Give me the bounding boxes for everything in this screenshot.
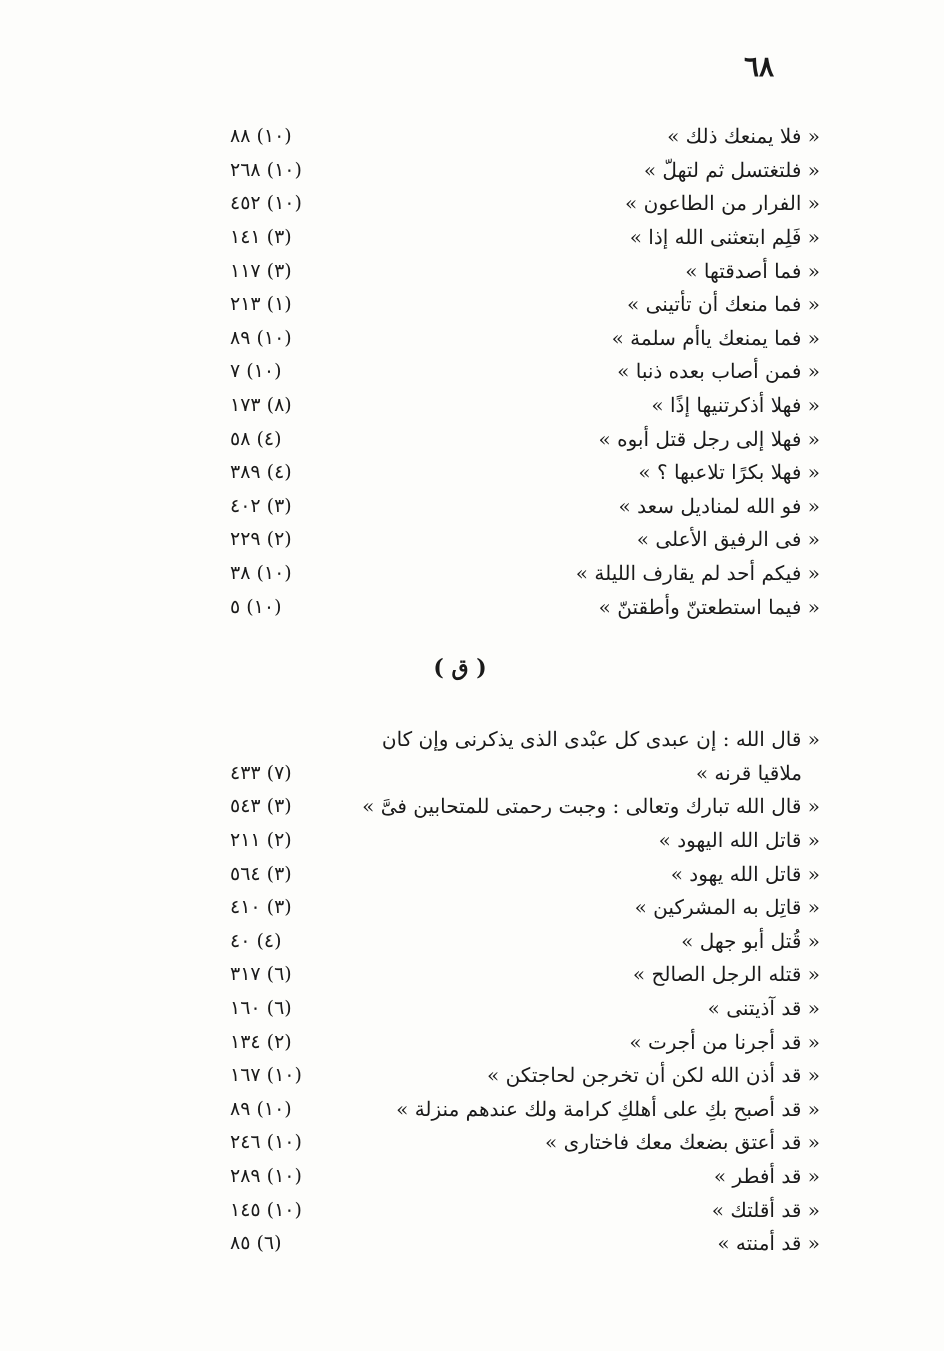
entry-text: « فَلِم ابتعثنى الله إذا » — [629, 225, 820, 250]
entry-reference: (٧) ٤٣٣ — [230, 761, 292, 784]
entry-reference: (٣) ١٤١ — [230, 226, 292, 249]
list-item — [230, 891, 820, 925]
list-item — [230, 154, 820, 188]
entry-reference: (١٠) ٣٨ — [230, 562, 292, 585]
entry-text: « قد آذيتنى » — [707, 996, 820, 1021]
list-item — [230, 1193, 820, 1227]
list-item — [230, 322, 820, 356]
entry-text-continuation: ملاقيا قرنه » — [695, 760, 802, 785]
entry-text: « قتله الرجل الصالح » — [632, 962, 820, 987]
entry-reference: (١٠) ٨٩ — [230, 326, 292, 349]
entry-reference: (١٠) ٤٥٢ — [230, 192, 302, 215]
list-item — [230, 1126, 820, 1160]
entry-text: « قال الله تبارك وتعالى : وجبت رحمتى للمتحابين فىَّ » — [362, 794, 820, 819]
entry-reference: (٣) ٤١٠ — [230, 896, 292, 919]
entry-text: « قد أفطر » — [713, 1164, 820, 1189]
list-item — [230, 187, 820, 221]
entry-reference: (٦) ٨٥ — [230, 1232, 282, 1255]
entry-reference: (١٠) ٢٦٨ — [230, 158, 302, 181]
entry-text: « قد أصبح بكِ على أهلكِ كرامة ولك عندهم منزلة » — [396, 1096, 820, 1121]
list-item — [230, 958, 820, 992]
entry-text: « فيكم أحد لم يقارف الليلة » — [575, 561, 820, 586]
list-item — [230, 422, 820, 456]
entry-reference: (٦) ٣١٧ — [230, 963, 292, 986]
entry-text: « فما منعك أن تأتينى » — [627, 292, 820, 317]
entry-reference: (١) ٢١٣ — [230, 293, 292, 316]
entry-text: « قاتل الله يهود » — [670, 861, 820, 886]
entry-text: « فلا يمنعك ذلك » — [667, 124, 820, 149]
entry-reference: (٣) ٥٤٣ — [230, 795, 292, 818]
entry-text: « فلتغتسل ثم لتهلّ » — [643, 157, 820, 182]
entry-reference: (١٠) ٨٨ — [230, 125, 292, 148]
entry-text: « فو الله لمناديل سعد » — [618, 493, 820, 518]
entry-text: « قاتل الله اليهود » — [658, 828, 820, 853]
list-item — [230, 723, 820, 757]
section-heading-qaf: ( ق ) — [433, 655, 487, 681]
entry-reference: (٨) ١٧٣ — [230, 394, 292, 417]
entry-text: « قُتل أبو جهل » — [681, 928, 820, 953]
entry-reference: (١٠) ١٦٧ — [230, 1064, 302, 1087]
entry-text: « فهلا إلى رجل قتل أبوه » — [598, 426, 820, 451]
entry-list-fa — [230, 120, 820, 624]
list-item — [230, 1059, 820, 1093]
list-item — [230, 590, 820, 624]
list-item — [230, 523, 820, 557]
list-item — [230, 221, 820, 255]
list-item — [230, 490, 820, 524]
entry-list-qaf — [230, 723, 820, 1261]
list-item — [230, 288, 820, 322]
list-item — [230, 389, 820, 423]
entry-text: « فهلا أذكرتنيها إذًا » — [651, 393, 820, 418]
entry-text: « فما أصدقتها » — [685, 258, 820, 283]
entry-text: « قد أعتق بضعك معك فاختارى » — [545, 1130, 820, 1155]
list-item — [230, 120, 820, 154]
entry-text: « الفرار من الطاعون » — [625, 191, 820, 216]
entry-reference: (٤) ٣٨٩ — [230, 461, 292, 484]
entry-reference: (٢) ٢٢٩ — [230, 528, 292, 551]
list-item — [230, 456, 820, 490]
list-item — [230, 992, 820, 1026]
entry-reference: (٣) ٥٦٤ — [230, 862, 292, 885]
list-item — [230, 857, 820, 891]
list-item — [230, 355, 820, 389]
entry-reference: (٦) ١٦٠ — [230, 997, 292, 1020]
entry-text: « فمن أصاب بعده ذنبا » — [617, 359, 820, 384]
entry-reference: (٤) ٤٠ — [230, 929, 282, 952]
list-item — [230, 925, 820, 959]
page-number: ٦٨ — [744, 50, 775, 83]
entry-reference: (١٠) ٧ — [230, 360, 282, 383]
entry-text: « قال الله : إن عبدى كل عبْدى الذى يذكرنى وإن كان — [381, 727, 820, 752]
list-item — [230, 1160, 820, 1194]
entry-reference: (١٠) ١٤٥ — [230, 1198, 302, 1221]
list-item — [230, 1025, 820, 1059]
entry-reference: (٢) ١٣٤ — [230, 1030, 292, 1053]
entry-text: « قد أذن الله لكن أن تخرجن لحاجتكن » — [486, 1063, 820, 1088]
list-item — [230, 1227, 820, 1261]
entry-reference: (١٠) ٨٩ — [230, 1097, 292, 1120]
entry-reference: (٢) ٢١١ — [230, 829, 292, 852]
list-item — [230, 824, 820, 858]
entry-text: « فما يمنعك ياأم سلمة » — [611, 325, 820, 350]
list-item — [230, 1093, 820, 1127]
entry-text: « فهلا بكرًا تلاعبها ؟ » — [638, 460, 820, 485]
entry-text: « قد أقلتك » — [711, 1197, 820, 1222]
entry-reference: (٣) ١١٧ — [230, 259, 292, 282]
entry-reference: (٤) ٥٨ — [230, 427, 282, 450]
entry-text: « قد أمنته » — [717, 1231, 820, 1256]
list-item — [230, 557, 820, 591]
entry-reference: (٣) ٤٠٢ — [230, 494, 292, 517]
entry-text: « قد أجرنا من أجرت » — [629, 1029, 820, 1054]
entry-reference: (١٠) ٢٤٦ — [230, 1131, 302, 1154]
entry-text: « قاتِل به المشركين » — [634, 895, 820, 920]
entry-text: « فى الرفيق الأعلى » — [636, 527, 820, 552]
list-item — [230, 790, 820, 824]
entry-reference: (١٠) ٢٨٩ — [230, 1165, 302, 1188]
list-item — [230, 757, 820, 791]
entry-reference: (١٠) ٥ — [230, 595, 282, 618]
list-item — [230, 254, 820, 288]
entry-text: « فيما استطعتنّ وأطقتنّ » — [598, 594, 820, 619]
